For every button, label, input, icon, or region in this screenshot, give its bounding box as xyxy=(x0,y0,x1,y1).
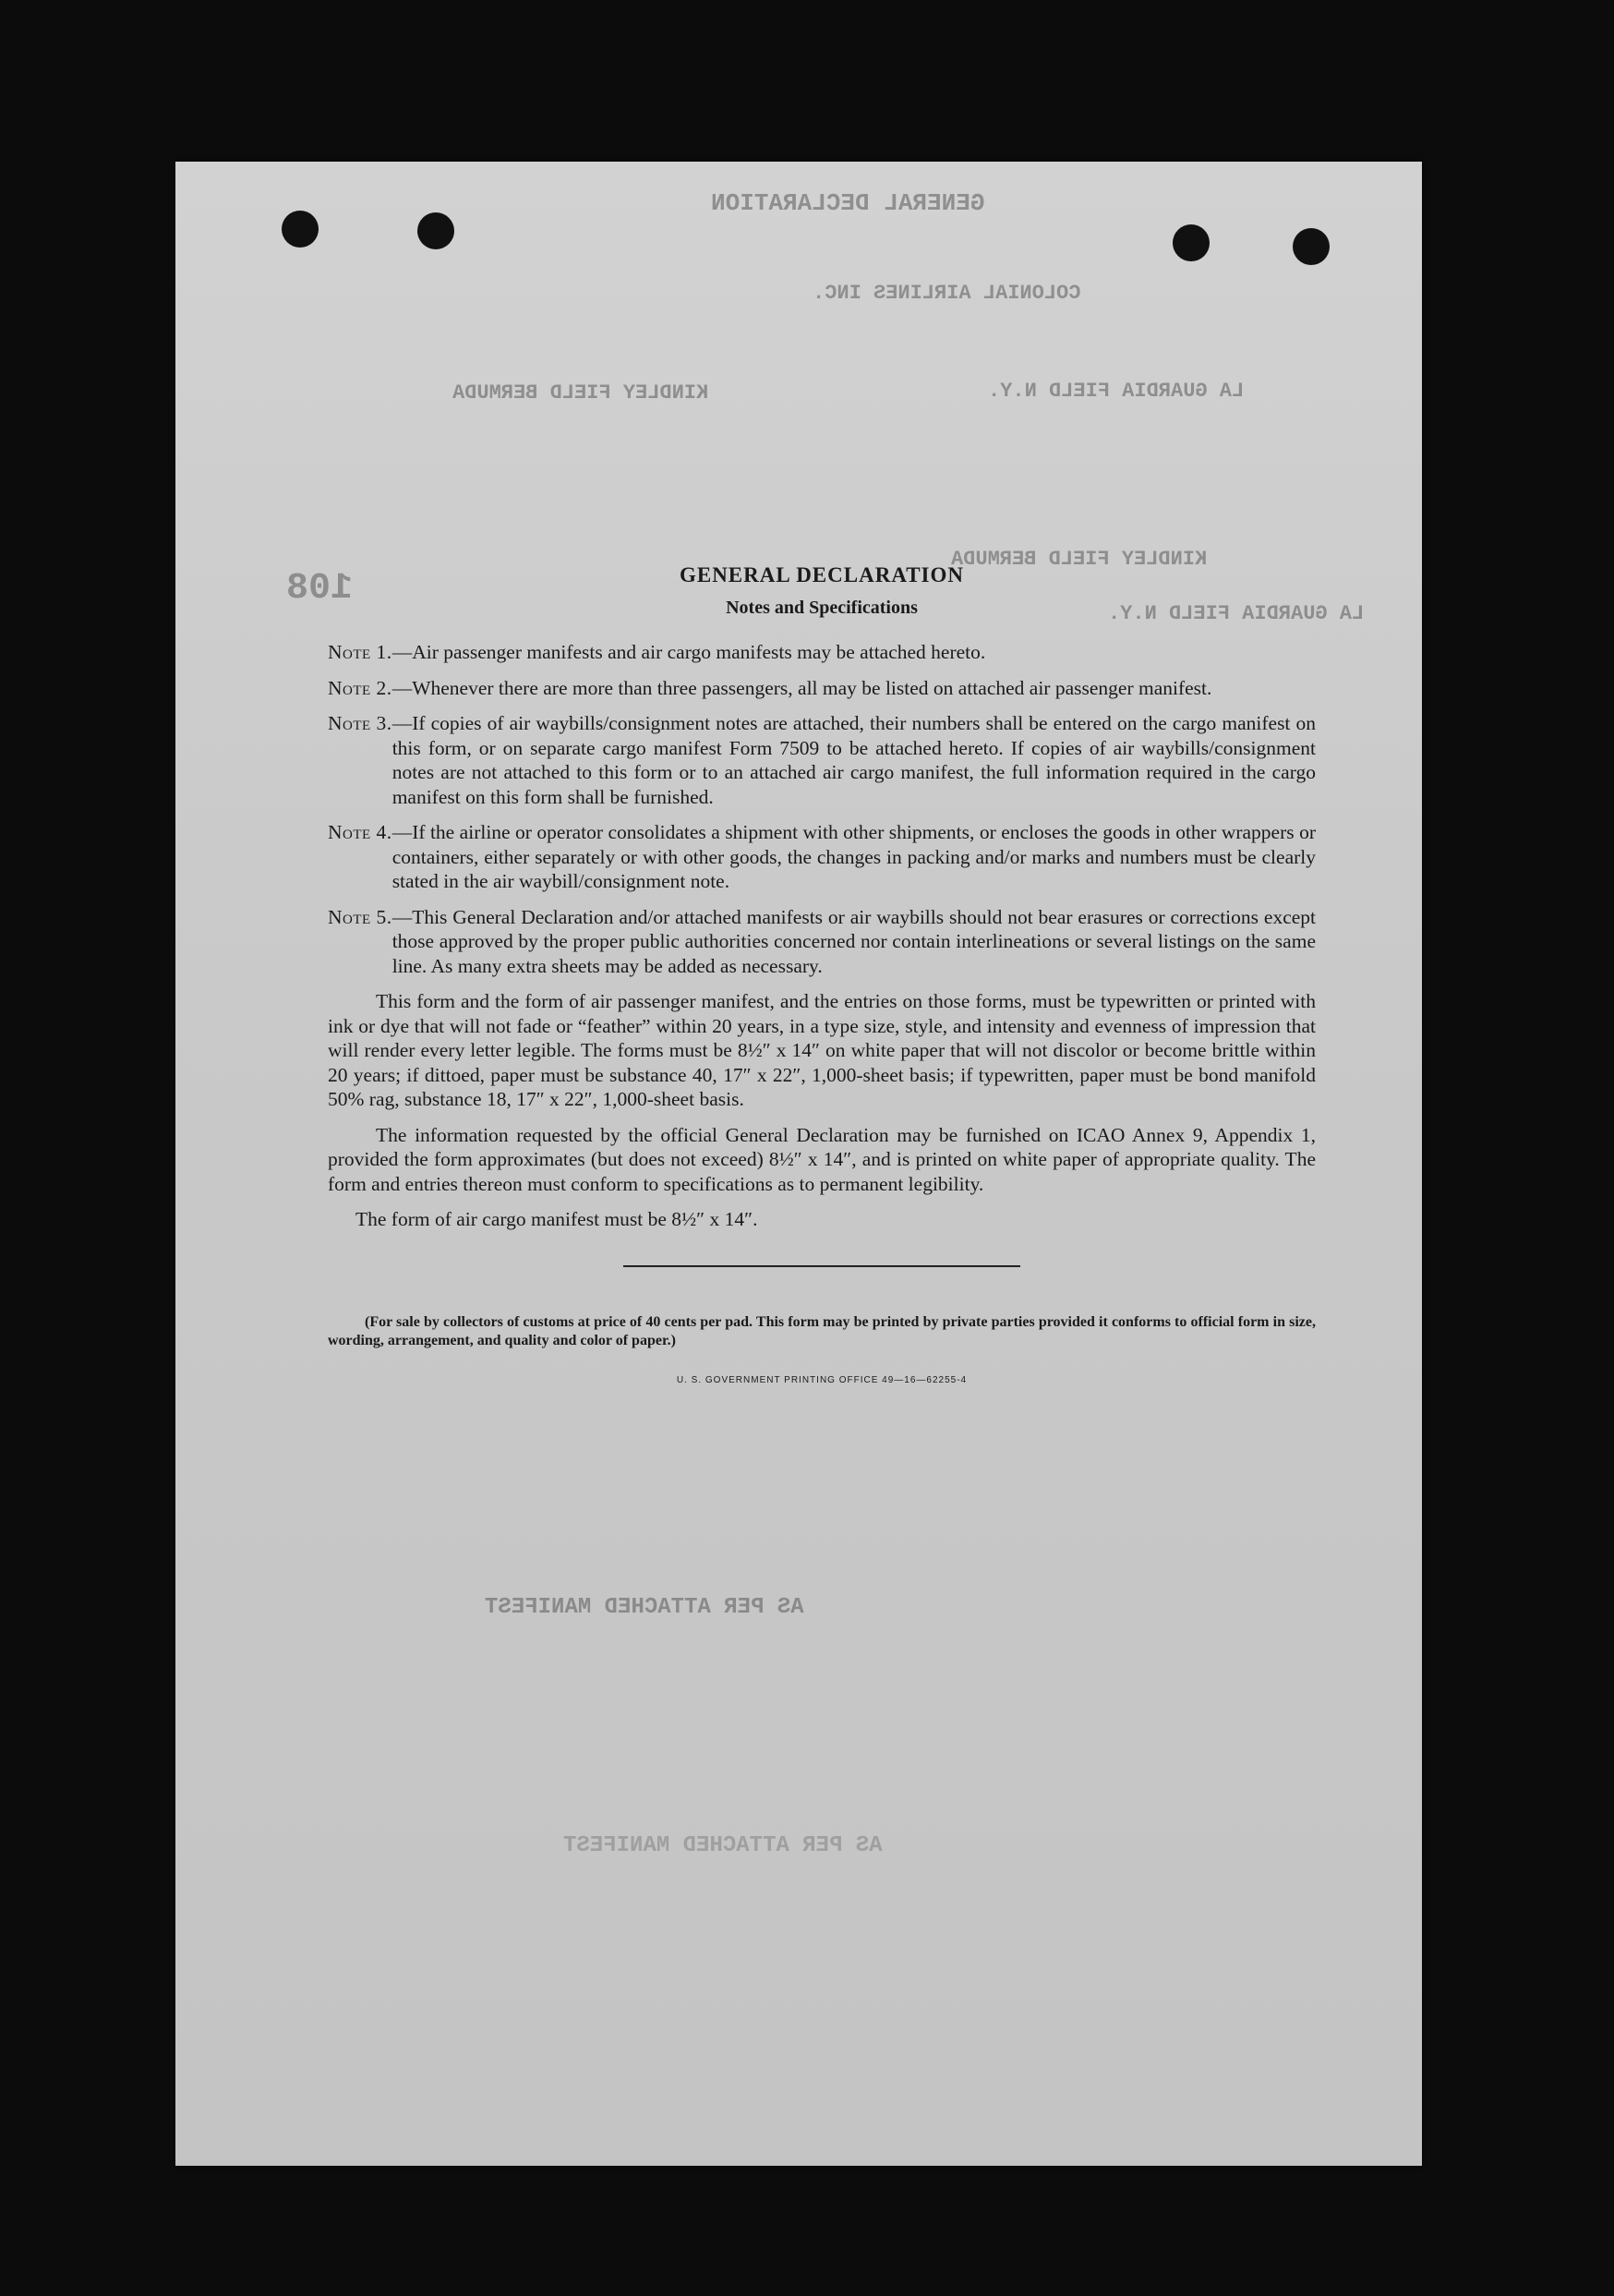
note-label: Note 3. xyxy=(328,712,392,734)
note-text: —If the airline or operator consolidates a shipment with other shipments, or encloses the goods in other wrappers or containers, either separately or with other goods, the changes in packing and/or marks and numbers must be clearly stated in the air waybill/consignment note. xyxy=(391,821,1316,892)
bleed-number: 108 xyxy=(286,568,354,610)
bleed-line-1: COLONIAL AIRLINES INC. xyxy=(813,282,1081,305)
note-text: —Air passenger manifests and air cargo manifests may be attached hereto. xyxy=(391,641,986,663)
paragraph-form-requirements: This form and the form of air passenger manifest, and the entries on those forms, must be typewritten or printed with ink or dye that will not fade or “feather” within 20 years, in a type size, style, and intensity and evenness of impression that will render every letter legible. The forms must be 8½″ x 14″ on white paper that will not discolor or become brittle within 20 years; if dittoed, paper must be substance 40, 17″ x 22″, 1,000-sheet basis; if typewritten, paper must be bond manifold 50% rag, substance 18, 17″ x 22″, 1,000-sheet basis. xyxy=(328,990,1316,1110)
sale-notice: (For sale by collectors of customs at price of 40 cents per pad. This form may be printed by private parties provided it conforms to official form in size, wording, arrangement, and quality and color of paper.) xyxy=(328,1313,1316,1348)
note-text: —This General Declaration and/or attached manifests or air waybills should not bear erasures or corrections except those approved by the proper public authorities concerned nor contain interlineations or several listings on the same line. As many extra sheets may be added as necessary. xyxy=(391,905,1316,977)
punch-hole-1 xyxy=(282,211,319,248)
note-5 xyxy=(328,905,1316,979)
note-text: —Whenever there are more than three passengers, all may be listed on attached air passenger manifest. xyxy=(391,676,1212,699)
bleed-manifest-2: AS PER ATTACHED MANIFEST xyxy=(563,1833,883,1858)
note-text: —If copies of air waybills/consignment notes are attached, their numbers shall be entered on the cargo manifest on this form, or on separate cargo manifest Form 7509 to be attached hereto. If copies of air waybills/consignment notes are not attached to this form or to an attached air cargo manifest, the full information required in the cargo manifest on this form shall be furnished. xyxy=(391,712,1316,808)
punch-hole-2 xyxy=(417,212,454,249)
punch-hole-4 xyxy=(1293,228,1330,265)
note-4 xyxy=(328,820,1316,894)
bleed-line-2: KINDLEY FIELD BERMUDA xyxy=(452,381,709,405)
punch-hole-3 xyxy=(1173,224,1210,261)
note-2 xyxy=(328,676,1316,701)
declaration-content xyxy=(328,563,1316,1393)
note-3 xyxy=(328,711,1316,809)
bleed-manifest-1: AS PER ATTACHED MANIFEST xyxy=(485,1595,804,1620)
gpo-imprint: U. S. GOVERNMENT PRINTING OFFICE 49—16—62255-4 xyxy=(676,1374,968,1385)
note-label: Note 5. xyxy=(328,905,392,928)
note-label: Note 4. xyxy=(328,821,392,843)
note-1 xyxy=(328,640,1316,665)
bleed-header: GENERAL DECLARATION xyxy=(711,189,985,217)
page-subtitle: Notes and Specifications xyxy=(726,597,918,618)
note-label: Note 2. xyxy=(328,676,392,699)
bleed-line-5: LA GUARDIA FIELD N.Y. xyxy=(1108,602,1365,625)
paragraph-cargo-manifest-size: The form of air cargo manifest must be 8½″ x 14″. xyxy=(355,1208,758,1230)
bleed-line-3: LA GUARDIA FIELD N.Y. xyxy=(988,380,1245,403)
bleed-line-4: KINDLEY FIELD BERMUDA xyxy=(951,548,1208,571)
paragraph-icao-annex: The information requested by the official General Declaration may be furnished on ICAO Annex 9, Appendix 1, provided the form approximates (but does not exceed) 8½″ x 14″, and is printed on white paper of appropriate quality. The form and entries thereon must conform to specifications as to permanent legibility. xyxy=(328,1123,1316,1195)
divider-rule xyxy=(623,1265,1020,1267)
document-sheet xyxy=(175,162,1422,2166)
page-title: GENERAL DECLARATION xyxy=(679,563,965,586)
note-label: Note 1. xyxy=(328,641,392,663)
